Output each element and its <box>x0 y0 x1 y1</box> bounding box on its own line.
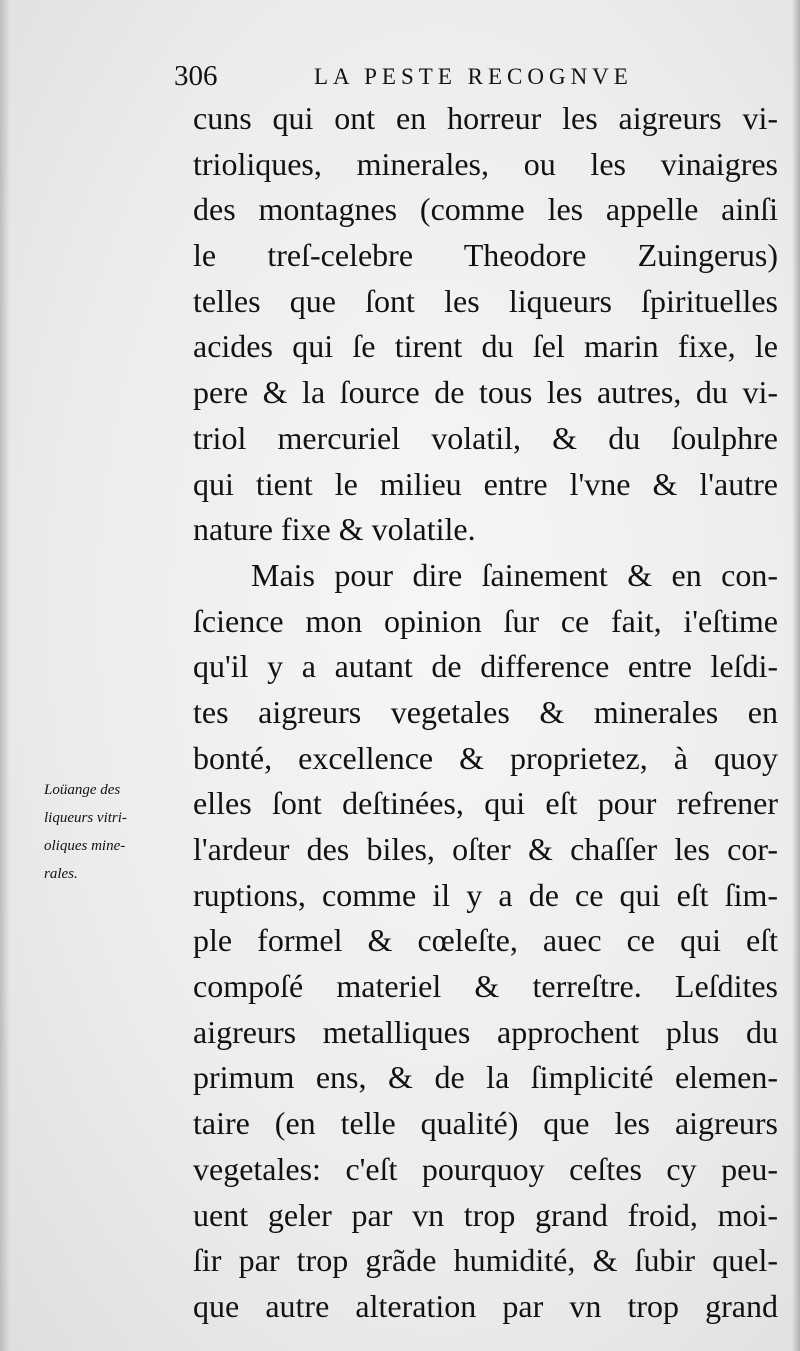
page-edge-shadow-right <box>792 0 800 1351</box>
text-line: acides qui ſe tirent du ſel marin fixe, le <box>193 328 778 365</box>
text-line: l'ardeur des biles, oſter & chaſſer les cor- <box>193 831 778 867</box>
marginal-note-line: oliques mine- <box>44 838 126 854</box>
marginal-note <box>44 776 184 888</box>
text-line: telles que ſont les liqueurs ſpirituelles <box>193 282 778 319</box>
text-line: bonté, excellence & proprietez, à quoy <box>193 739 778 776</box>
running-head <box>174 56 714 100</box>
text-line: ſir par trop grãde humidité, & ſubir quel- <box>193 1242 778 1279</box>
text-line: pere & la ſource de tous les autres, du vi- <box>193 374 778 411</box>
text-line: qu'il y a autant de difference entre leſdi- <box>193 648 778 685</box>
page-number: 306 <box>174 60 218 92</box>
text-line: Mais pour dire ſainement & en con- <box>251 556 778 593</box>
text-line: vegetales: c'eſt pourquoy ceſtes cy peu- <box>193 1150 778 1187</box>
text-line: qui tient le milieu entre l'vne & l'autre <box>193 465 778 502</box>
text-line: taire (en telle qualité) que les aigreurs <box>193 1105 778 1142</box>
marginal-note-line: rales. <box>44 866 78 882</box>
text-line: ſcience mon opinion ſur ce fait, i'eſtime <box>193 602 778 639</box>
text-line: primum ens, & de la ſimplicité elemen- <box>193 1059 778 1096</box>
marginal-note-line: liqueurs vitri- <box>44 810 127 826</box>
text-line: elles ſont deſtinées, qui eſt pour refrener <box>193 785 778 822</box>
text-line: triol mercuriel volatil, & du ſoulphre <box>193 419 778 456</box>
text-line: ruptions, comme il y a de ce qui eſt ſim- <box>193 876 778 913</box>
text-line: que autre alteration par vn trop grand <box>193 1287 778 1324</box>
text-line: aigreurs metalliques approchent plus du <box>193 1013 778 1050</box>
body-text <box>193 96 778 1330</box>
marginal-note-line: Loüange des <box>44 782 121 798</box>
text-line: compoſé materiel & terreſtre. Leſdites <box>193 968 778 1005</box>
text-line: le treſ-celebre Theodore Zuingerus) <box>193 237 778 274</box>
text-line: des montagnes (comme les appelle ainſi <box>193 191 778 228</box>
text-line: cuns qui ont en horreur les aigreurs vi- <box>193 100 778 136</box>
running-title: LA PESTE RECOGNVE <box>314 64 633 89</box>
page-edge-shadow-left <box>0 0 10 1351</box>
text-line: tes aigreurs vegetales & minerales en <box>193 693 778 730</box>
text-line: uent geler par vn trop grand froid, moi- <box>193 1196 778 1233</box>
text-line: ple formel & cœleſte, auec ce qui eſt <box>193 922 778 959</box>
text-line: nature fixe & volatile. <box>193 511 476 548</box>
text-line: trioliques, minerales, ou les vinaigres <box>193 145 778 182</box>
